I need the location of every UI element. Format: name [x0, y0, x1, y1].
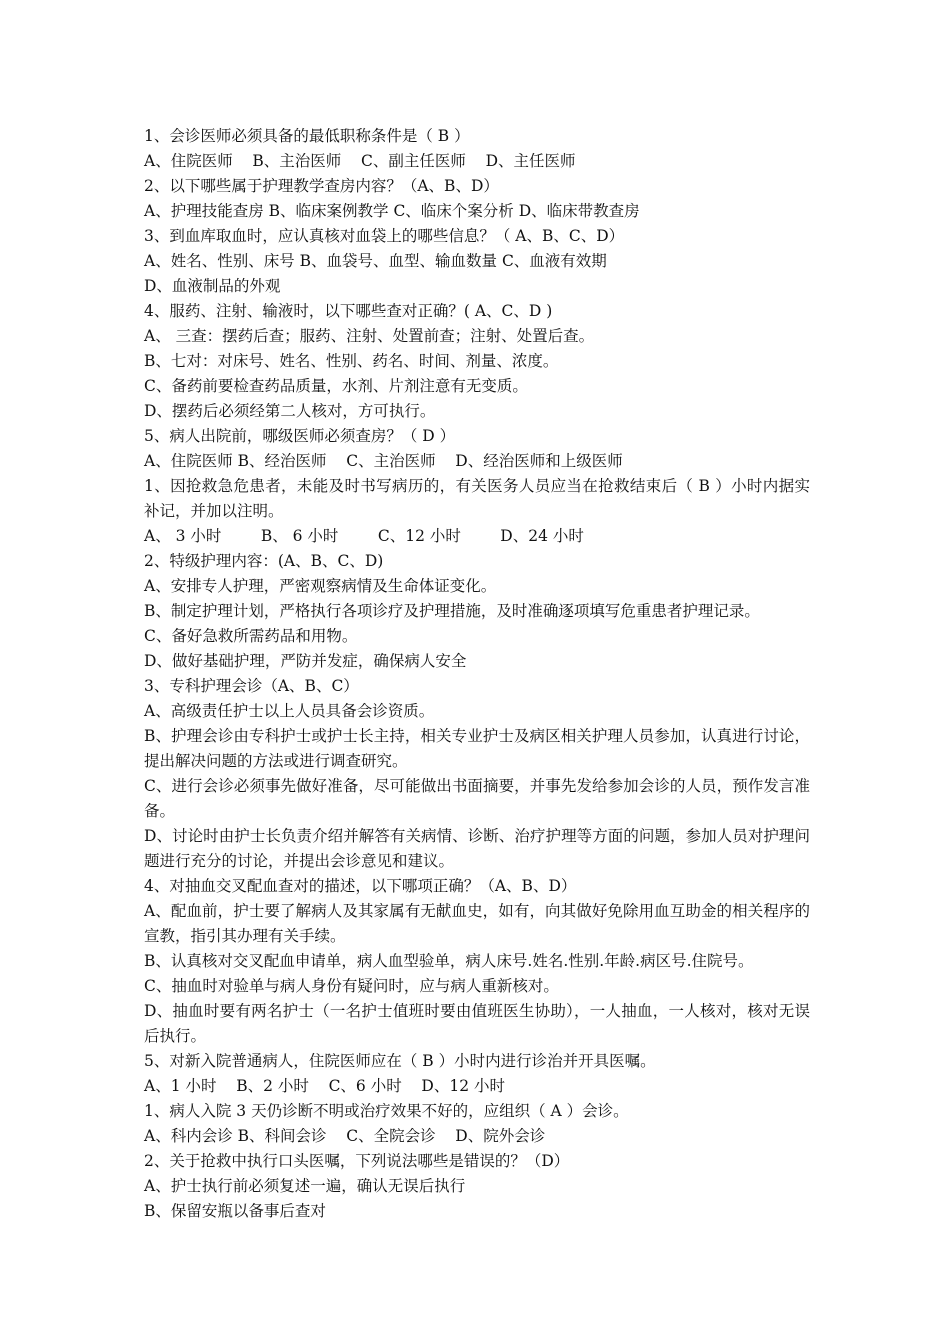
question-2-stem: 2、以下哪些属于护理教学查房内容？（A、B、D） — [144, 177, 499, 195]
section2-question-4-option-d: D、抽血时要有两名护士（一名护士值班时要由值班医生协助），一人抽血，一人核对，核对无误后执行。 — [144, 1002, 810, 1045]
section2-question-4-option-c: C、抽血时对验单与病人身份有疑问时，应与病人重新核对。 — [144, 977, 559, 995]
section2-question-1-options: A、 3 小时 B、 6 小时 C、12 小时 D、24 小时 — [144, 527, 584, 545]
section3-question-2-option-b: B、保留安瓶以备事后查对 — [144, 1202, 326, 1220]
section2-question-4-stem: 4、对抽血交叉配血查对的描述，以下哪项正确？（A、B、D） — [144, 877, 577, 895]
question-list — [144, 124, 810, 1224]
section2-question-3-stem: 3、专科护理会诊（A、B、C） — [144, 677, 359, 695]
section3-question-2-stem: 2、关于抢救中执行口头医嘱，下列说法哪些是错误的？（D） — [144, 1152, 570, 1170]
section2-question-2-option-c: C、备好急救所需药品和用物。 — [144, 627, 358, 645]
question-2-options: A、护理技能查房 B、临床案例教学 C、临床个案分析 D、临床带教查房 — [144, 202, 640, 220]
section2-question-3-option-c: C、进行会诊必须事先做好准备，尽可能做出书面摘要，并事先发给参加会诊的人员，预作发言准备。 — [144, 777, 810, 820]
section2-question-1-stem: 1、因抢救急危患者，未能及时书写病历的，有关医务人员应当在抢救结束后（ B ）小时内据实补记，并加以注明。 — [144, 477, 810, 520]
question-4-stem: 4、服药、注射、输液时，以下哪些查对正确？( A、C、D ) — [144, 302, 553, 320]
section2-question-2-option-a: A、安排专人护理，严密观察病情及生命体证变化。 — [144, 577, 497, 595]
section2-question-2-option-b: B、制定护理计划，严格执行各项诊疗及护理措施，及时准确逐项填写危重患者护理记录。 — [144, 602, 760, 620]
section2-question-2-option-d: D、做好基础护理，严防并发症，确保病人安全 — [144, 652, 467, 670]
section2-question-5-options: A、1 小时 B、2 小时 C、6 小时 D、12 小时 — [144, 1077, 506, 1095]
section2-question-4-option-b: B、认真核对交叉配血申请单，病人血型验单，病人床号.姓名.性别.年龄.病区号.住院号。 — [144, 952, 754, 970]
section2-question-5-stem: 5、对新入院普通病人，住院医师应在（ B ）小时内进行诊治并开具医嘱。 — [144, 1052, 656, 1070]
section2-question-4-option-a: A、配血前，护士要了解病人及其家属有无献血史，如有，向其做好免除用血互助金的相关程序的宣教，指引其办理有关手续。 — [144, 902, 810, 945]
section2-question-3-option-a: A、高级责任护士以上人员具备会诊资质。 — [144, 702, 435, 720]
question-4-option-c: C、备药前要检查药品质量，水剂、片剂注意有无变质。 — [144, 377, 528, 395]
section2-question-2-stem: 2、特级护理内容：(A、B、C、D) — [144, 552, 384, 570]
question-3-options: A、姓名、性别、床号 B、血袋号、血型、输血数量 C、血液有效期 — [144, 252, 607, 270]
question-3-stem: 3、到血库取血时，应认真核对血袋上的哪些信息？（ A、B、C、D） — [144, 227, 625, 245]
question-5-options: A、住院医师 B、经治医师 C、主治医师 D、经治医师和上级医师 — [144, 452, 623, 470]
question-1-stem: 1、会诊医师必须具备的最低职称条件是（ B ） — [144, 127, 470, 145]
question-4-option-d: D、摆药后必须经第二人核对，方可执行。 — [144, 402, 436, 420]
question-3-option-d: D、血液制品的外观 — [144, 277, 281, 295]
question-5-stem: 5、病人出院前，哪级医师必须查房？（ D ） — [144, 427, 456, 445]
question-1-options: A、住院医师 B、主治医师 C、副主任医师 D、主任医师 — [144, 152, 576, 170]
section3-question-1-options: A、科内会诊 B、科间会诊 C、全院会诊 D、院外会诊 — [144, 1127, 546, 1145]
section2-question-3-option-d: D、讨论时由护士长负责介绍并解答有关病情、诊断、治疗护理等方面的问题，参加人员对护理问题进行充分的讨论，并提出会诊意见和建议。 — [144, 827, 810, 870]
section3-question-1-stem: 1、病人入院 3 天仍诊断不明或治疗效果不好的，应组织（ A ）会诊。 — [144, 1102, 629, 1120]
question-4-option-b: B、七对：对床号、姓名、性别、药名、时间、剂量、浓度。 — [144, 352, 559, 370]
section3-question-2-option-a: A、护士执行前必须复述一遍，确认无误后执行 — [144, 1177, 466, 1195]
section2-question-3-option-b: B、护理会诊由专科护士或护士长主持，相关专业护士及病区相关护理人员参加，认真进行讨论，提出解决问题的方法或进行调查研究。 — [144, 727, 810, 770]
question-4-option-a: A、 三查：摆药后查；服药、注射、处置前查；注射、处置后查。 — [144, 327, 595, 345]
